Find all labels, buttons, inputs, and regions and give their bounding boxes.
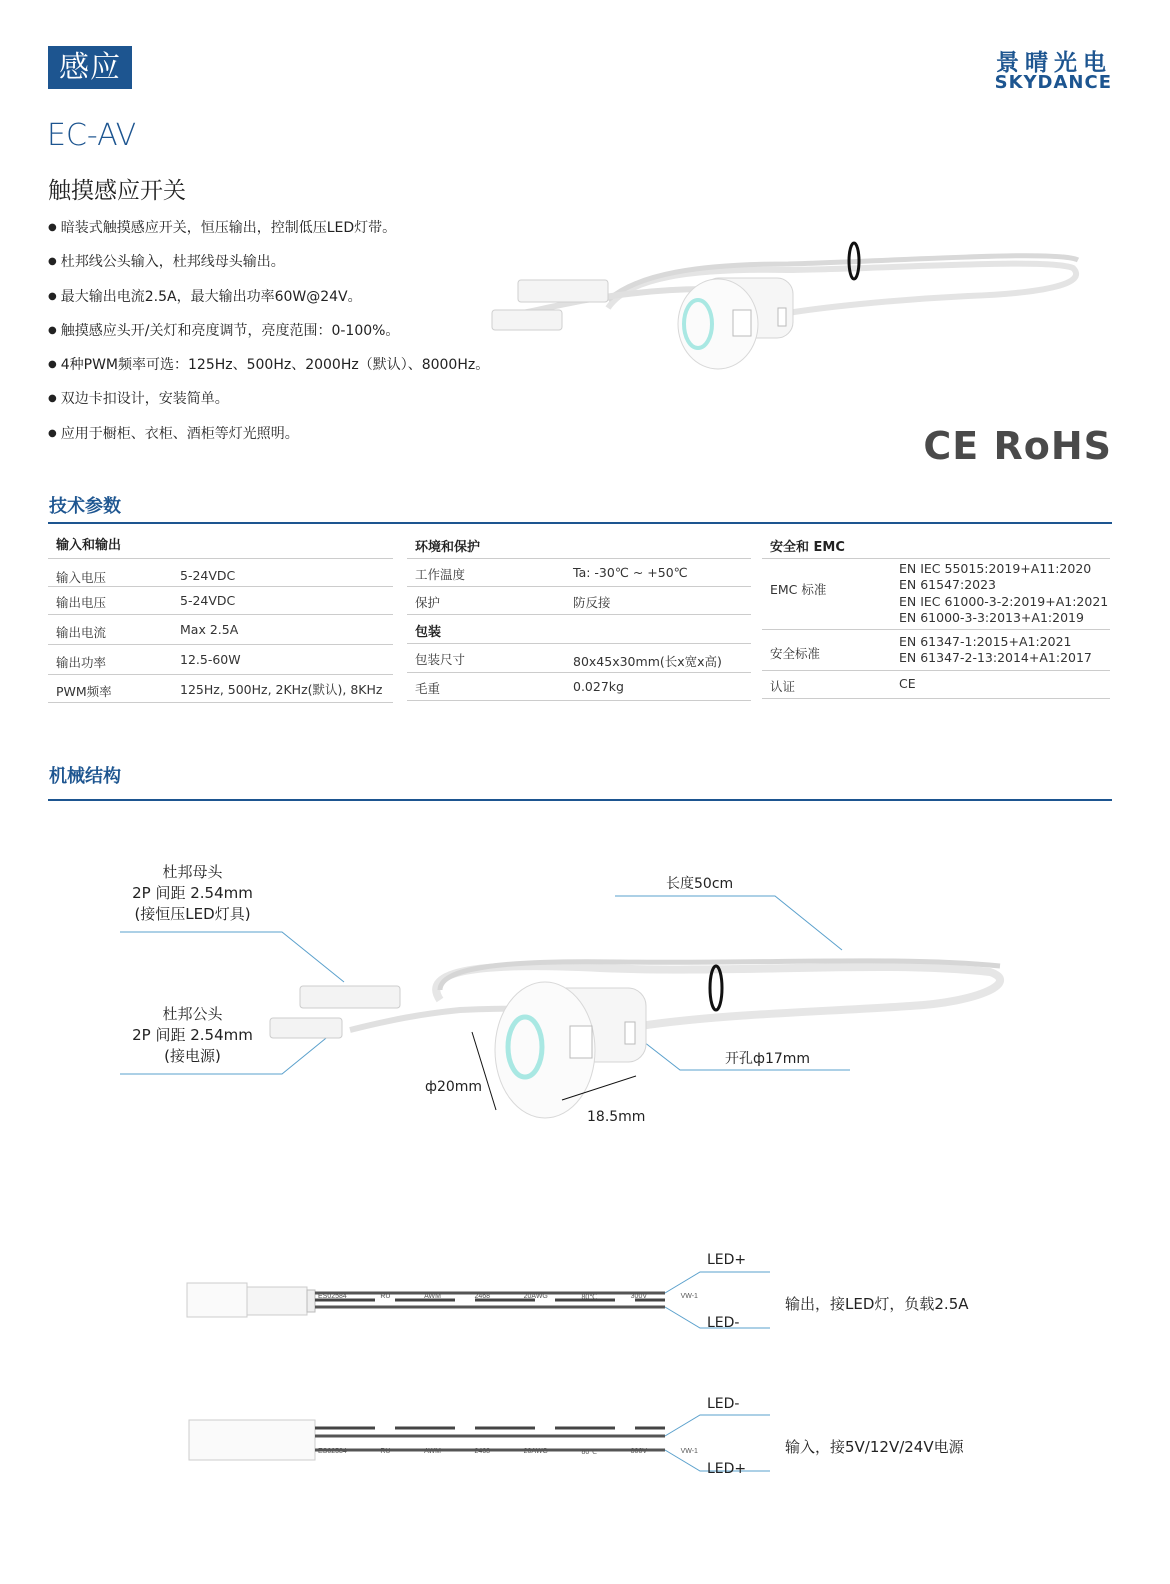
mech-title: 机械结构: [49, 766, 121, 787]
spec-row: 输出功率 12.5-60W: [48, 645, 393, 675]
spec-pack-header: 包装: [407, 615, 751, 644]
spec-row: EMC 标准 EN IEC 55015:2019+A11:2020 EN 61547:2023 EN IEC 61000-3-2:2019+A1:2021 EN 61000-3-3:2013+A1:2019: [762, 559, 1110, 630]
spec-io-header: 输入和输出: [48, 530, 393, 559]
product-subtitle: 触摸感应开关: [48, 178, 186, 204]
product-photo: [488, 238, 1088, 373]
feature-item: ● 暗装式触摸感应开关，恒压输出，控制低压LED灯带。: [48, 212, 489, 246]
specs-rule: [48, 522, 1112, 524]
length-label: 长度50cm: [666, 876, 734, 892]
hole-label: 开孔ф17mm: [725, 1051, 811, 1067]
wire-print-output: ES02584 RU AWM 2468 20AWG 80℃ 300V VW-1: [318, 1293, 698, 1301]
input-pin-top-label: LED-: [707, 1396, 740, 1412]
output-pin-bottom-label: LED-: [707, 1315, 740, 1331]
spec-row: 安全标准 EN 61347-1:2015+A1:2021 EN 61347-2-13:2014+A1:2017: [762, 630, 1110, 671]
mech-rule: [48, 799, 1112, 801]
input-pin-bottom-label: LED+: [707, 1461, 747, 1477]
feature-item: ● 最大输出电流2.5A，最大输出功率60W@24V。: [48, 281, 489, 315]
certification-logos: CE RoHS: [923, 424, 1112, 468]
output-pin-top-label: LED+: [707, 1252, 747, 1268]
spec-env-header: 环境和保护: [407, 530, 751, 559]
feature-item: ● 杜邦线公头输入，杜邦线母头输出。: [48, 246, 489, 280]
output-description: 输出，接LED灯，负载2.5A: [785, 1295, 969, 1313]
spec-row: PWM频率 125Hz, 500Hz, 2KHz(默认), 8KHz: [48, 675, 393, 703]
specs-title: 技术参数: [49, 496, 121, 517]
feature-item: ● 应用于橱柜、衣柜、酒柜等灯光照明。: [48, 418, 489, 452]
spec-safety-header: 安全和 EMC: [762, 530, 1110, 559]
feature-item: ● 双边卡扣设计，安装简单。: [48, 383, 489, 417]
female-connector-caption: 杜邦母头 2P 间距 2.54mm (接恒压LED灯具): [132, 863, 253, 923]
male-connector-caption: 杜邦公头 2P 间距 2.54mm (接电源): [132, 1005, 253, 1065]
spec-row: 输出电流 Max 2.5A: [48, 615, 393, 645]
spec-row: 认证 CE: [762, 671, 1110, 699]
model-number: EC-AV: [47, 118, 137, 153]
spec-row: 包装尺寸 80x45x30mm(长x宽x高): [407, 644, 751, 673]
spec-safety-table: [762, 530, 1110, 699]
brand-name-en: SKYDANCE: [994, 72, 1112, 93]
diameter-label: ф20mm: [425, 1079, 483, 1095]
brand-name-cn: 景晴光电: [996, 50, 1112, 76]
spec-env-table: [407, 530, 751, 701]
wire-print-input: ES02584 RU AWM 2468 20AWG 80℃ 300V VW-1: [318, 1448, 698, 1456]
depth-label: 18.5mm: [587, 1109, 646, 1125]
mechanical-drawing: [120, 890, 1020, 1130]
spec-row: 保护 防反接: [407, 587, 751, 615]
category-tag: 感应: [48, 46, 132, 89]
spec-row: 工作温度 Ta: -30℃ ~ +50℃: [407, 559, 751, 587]
spec-row: 毛重 0.027kg: [407, 673, 751, 701]
feature-item: ● 4种PWM频率可选：125Hz、500Hz、2000Hz（默认）、8000Hz。: [48, 349, 489, 383]
spec-io-table: [48, 530, 393, 703]
feature-list: [48, 212, 489, 452]
spec-row: 输出电压 5-24VDC: [48, 587, 393, 615]
male-connector-shape: [189, 1420, 315, 1460]
spec-row: 输入电压 5-24VDC: [48, 559, 393, 587]
feature-item: ● 触摸感应头开/关灯和亮度调节，亮度范围：0-100%。: [48, 315, 489, 349]
input-description: 输入，接5V/12V/24V电源: [785, 1438, 964, 1456]
female-connector-shape: [187, 1283, 247, 1317]
